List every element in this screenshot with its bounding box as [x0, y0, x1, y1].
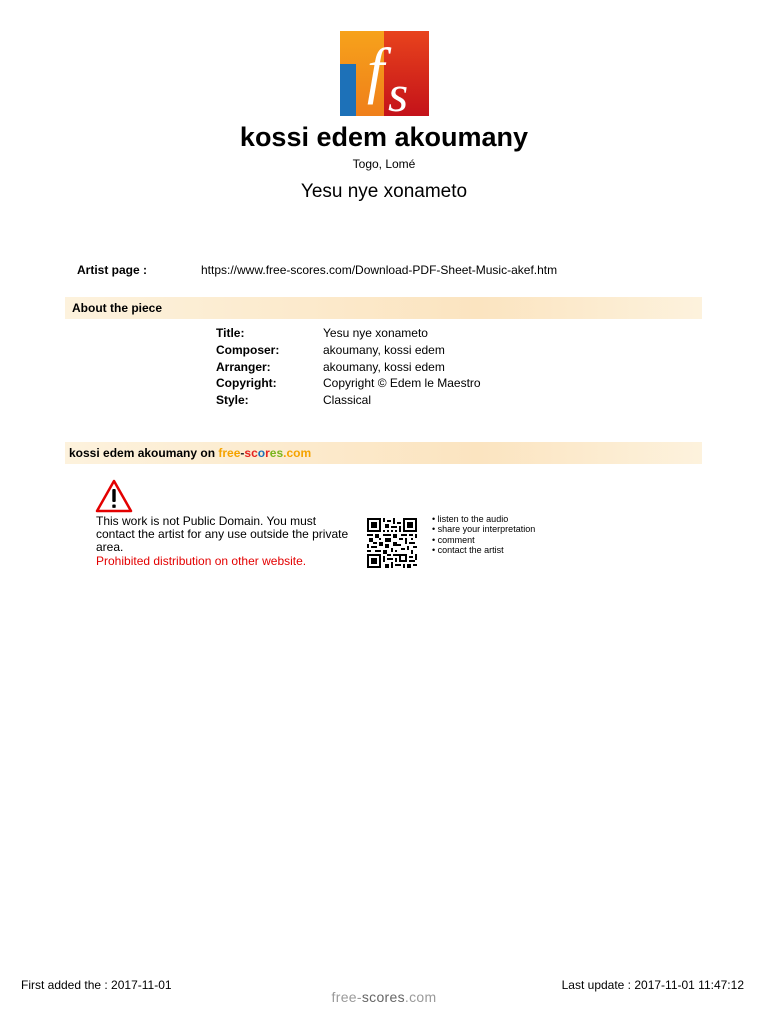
- svg-text:s: s: [388, 66, 409, 116]
- about-piece-heading: About the piece: [72, 301, 163, 315]
- last-update-date: Last update : 2017-11-01 11:47:12: [561, 978, 744, 992]
- qr-code[interactable]: [367, 518, 417, 568]
- brand-sc: sc: [244, 446, 258, 460]
- artist-location: Togo, Lomé: [352, 157, 416, 171]
- copyright-value: Copyright © Edem le Maestro: [323, 376, 481, 390]
- warning-triangle-icon: [95, 479, 133, 513]
- prohibited-distribution-notice: Prohibited distribution on other website.: [96, 554, 307, 568]
- footer-brand-com: .com: [404, 989, 437, 1005]
- footer-brand-scores: scores: [361, 989, 405, 1005]
- arranger-value: akoumany, kossi edem: [323, 360, 445, 374]
- about-piece-header: [65, 297, 702, 319]
- first-added-date: First added the : 2017-11-01: [21, 978, 172, 992]
- brand-free: free: [218, 446, 241, 460]
- footer-brand-dash: -: [356, 989, 362, 1005]
- title-value: Yesu nye xonameto: [323, 326, 428, 340]
- artist-page-link[interactable]: https://www.free-scores.com/Download-PDF-Sheet-Music-akef.htm: [201, 263, 558, 277]
- footer-brand-free: free: [331, 989, 357, 1005]
- composer-value: akoumany, kossi edem: [323, 343, 445, 357]
- free-scores-logo[interactable]: [340, 31, 429, 116]
- footer-brand[interactable]: [0, 989, 768, 1005]
- artist-on-site-heading[interactable]: [69, 446, 311, 460]
- artist-name: kossi edem akoumany: [239, 122, 529, 152]
- brand-com: .com: [283, 446, 312, 460]
- not-public-domain-notice: This work is not Public Domain. You must contact the artist for any use outside the private area.: [96, 514, 349, 554]
- copyright-label: Copyright:: [216, 376, 277, 390]
- feature-contact-artist: • contact the artist: [432, 545, 504, 556]
- feature-share-interpretation: • share your interpretation: [432, 524, 536, 535]
- artist-on-site-header: [65, 442, 702, 464]
- title-label: Title:: [216, 326, 245, 340]
- style-label: Style:: [216, 393, 249, 407]
- site-brand[interactable]: [218, 446, 311, 460]
- artist-page-label: Artist page :: [77, 263, 148, 277]
- style-value: Classical: [323, 393, 372, 407]
- feature-listen-audio: • listen to the audio: [432, 514, 509, 524]
- feature-list: [432, 514, 535, 556]
- artist-on-site-prefix: kossi edem akoumany on: [69, 446, 219, 460]
- piece-title: Yesu nye xonameto: [300, 181, 468, 202]
- svg-text:f: f: [367, 37, 385, 105]
- composer-label: Composer:: [216, 343, 280, 357]
- brand-dash: -: [240, 446, 245, 460]
- brand-es: es: [269, 446, 284, 460]
- brand-o: o: [257, 446, 266, 460]
- brand-r: r: [265, 446, 270, 460]
- feature-comment: • comment: [432, 534, 475, 545]
- arranger-label: Arranger:: [216, 360, 271, 374]
